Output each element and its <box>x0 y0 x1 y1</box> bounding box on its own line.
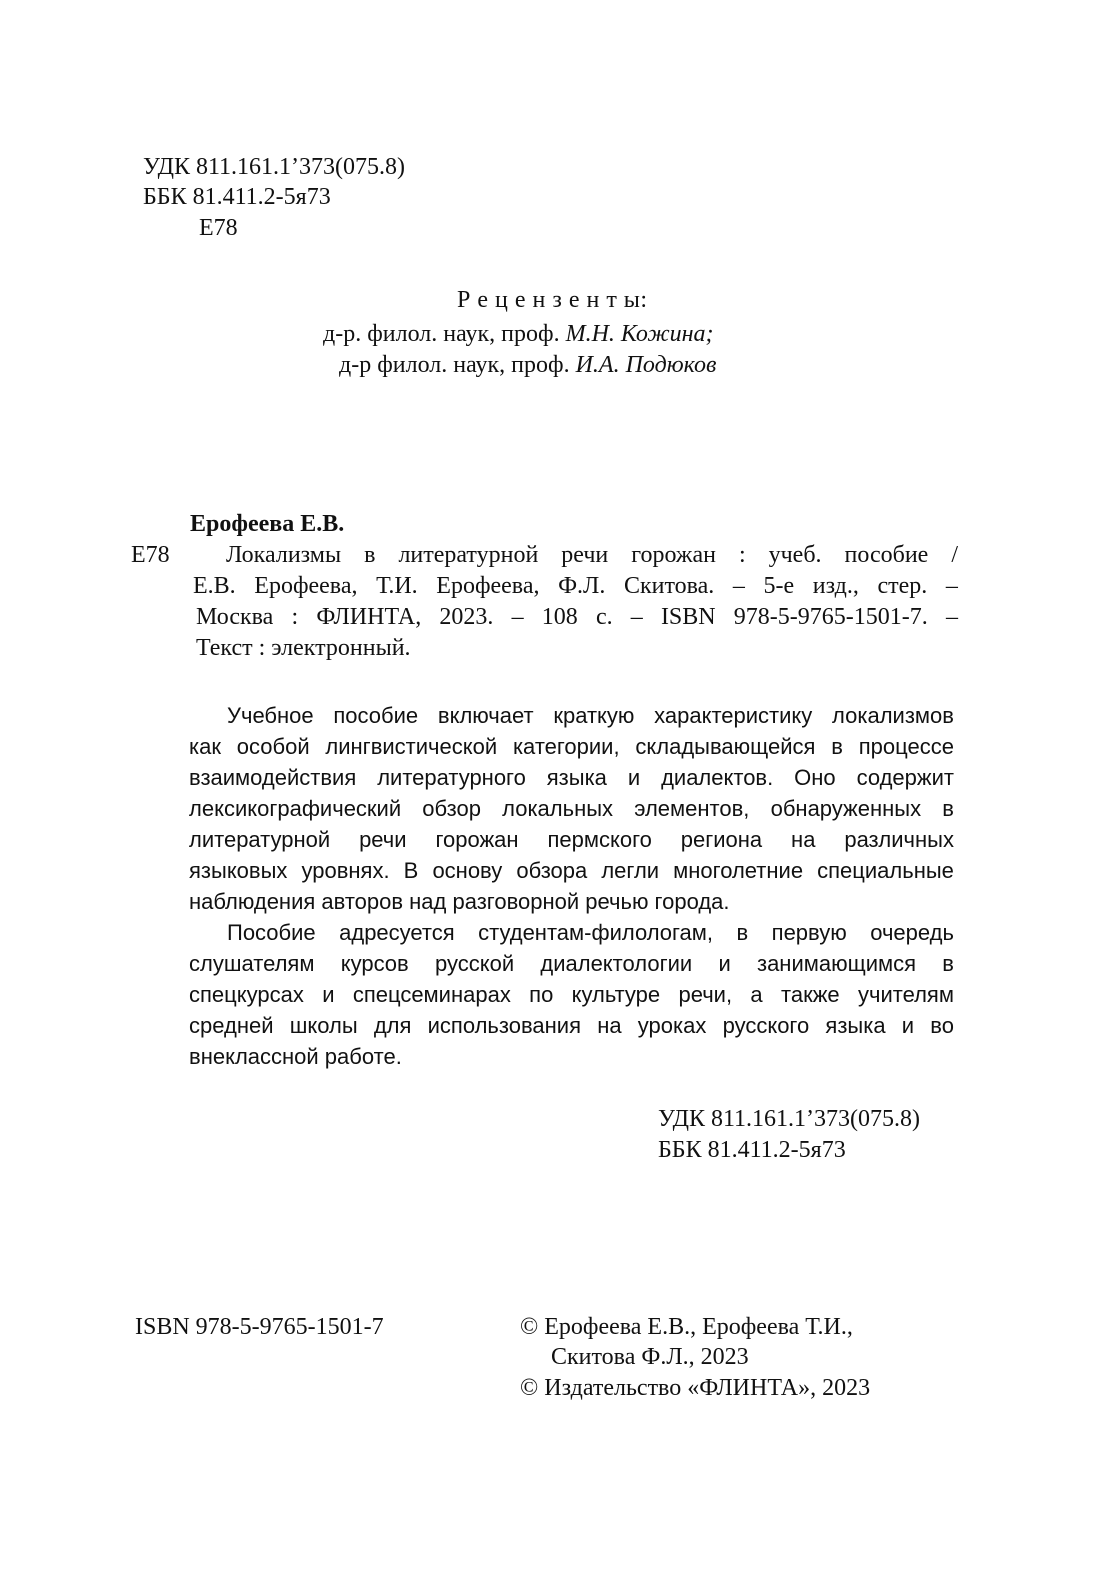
word: Локализмы <box>226 542 342 568</box>
word: Ерофеева, <box>436 573 540 599</box>
word: диалектологии <box>540 951 693 976</box>
annotation-p1-line-3 <box>189 762 954 793</box>
word: изд., <box>812 573 859 599</box>
word: в <box>942 951 954 976</box>
word: В <box>403 858 419 883</box>
word: обзор <box>422 796 481 821</box>
reviewer-1-name: М.Н. Кожина; <box>565 321 714 347</box>
word: Т.И. <box>376 573 418 599</box>
word: различных <box>844 827 954 852</box>
word: спецкурсах <box>189 982 304 1007</box>
word: легли <box>601 858 660 883</box>
word: и <box>322 982 335 1007</box>
word: речи, <box>678 982 733 1007</box>
author-sign-top: Е78 <box>199 215 238 241</box>
word: краткую <box>553 703 635 728</box>
word: уроках <box>637 1013 707 1038</box>
isbn: ISBN 978-5-9765-1501-7 <box>135 1314 384 1340</box>
word: содержит <box>856 765 954 790</box>
annotation-p2-line-5: внеклассной работе. <box>189 1044 402 1069</box>
word: речи <box>561 542 609 568</box>
word: – <box>732 573 745 599</box>
udk-top: УДК 811.161.1’373(075.8) <box>143 154 406 180</box>
word: а <box>750 982 763 1007</box>
word: Ерофеева, <box>254 573 358 599</box>
word: в <box>942 796 954 821</box>
word: ISBN <box>660 604 716 630</box>
word: : <box>291 604 299 630</box>
word: языковых <box>189 858 288 883</box>
word: региона <box>680 827 763 852</box>
word: локальных <box>502 796 614 821</box>
word: Москва <box>196 604 274 630</box>
copyright-line-2: Скитова Ф.Л., 2023 <box>551 1344 749 1370</box>
word: студентам-филологам, <box>478 920 714 945</box>
word: литературной <box>398 542 539 568</box>
word: лингвистической <box>325 734 498 759</box>
word: диалектов. <box>661 765 774 790</box>
word: 978-5-9765-1501-7. <box>733 604 928 630</box>
word: обнаруженных <box>770 796 922 821</box>
word: культуре <box>571 982 661 1007</box>
reviewer-1 <box>323 319 714 349</box>
word: : <box>738 542 746 568</box>
copyright-line-3: © Издательство «ФЛИНТА», 2023 <box>520 1375 871 1401</box>
word: – <box>630 604 643 630</box>
word: обзора <box>516 858 588 883</box>
word: лексикографический <box>189 796 402 821</box>
record-line-3 <box>196 602 958 632</box>
word: слушателям <box>189 951 315 976</box>
word: и <box>627 765 641 790</box>
annotation-p1-line-5 <box>189 824 954 855</box>
word: русской <box>434 951 515 976</box>
word: специальные <box>817 858 954 883</box>
word: для <box>373 1013 412 1038</box>
word: первую <box>771 920 847 945</box>
bbk-top: ББК 81.411.2-5я73 <box>143 184 331 210</box>
word: складывающейся <box>635 734 816 759</box>
word: адресуется <box>339 920 455 945</box>
annotation-p1-line-4 <box>189 793 954 824</box>
word: в <box>831 734 843 759</box>
word: литературной <box>189 827 331 852</box>
word: в <box>364 542 376 568</box>
word: характеристику <box>654 703 813 728</box>
word: элементов, <box>634 796 750 821</box>
word: Ф.Л. <box>558 573 606 599</box>
record-line-2 <box>193 571 958 601</box>
annotation-p1-line-1 <box>227 700 954 731</box>
word: многолетние <box>673 858 804 883</box>
word: Скитова. <box>623 573 715 599</box>
word: особой <box>236 734 310 759</box>
word: 108 <box>541 604 578 630</box>
record-author: Ерофеева Е.В. <box>190 511 345 537</box>
annotation-p2-line-4 <box>189 1010 954 1041</box>
word: – <box>945 573 958 599</box>
word: уровнях. <box>301 858 390 883</box>
word: как <box>189 734 221 759</box>
word: учителям <box>857 982 954 1007</box>
word: локализмов <box>832 703 954 728</box>
word: Е.В. <box>193 573 236 599</box>
reviewer-1-title: д-р. филол. наук, проф. <box>323 321 560 347</box>
word: 2023. <box>439 604 494 630</box>
word: 5-е <box>763 573 795 599</box>
word: в <box>736 920 749 945</box>
word: и <box>901 1013 915 1038</box>
word: также <box>781 982 840 1007</box>
reviewer-2 <box>339 350 716 380</box>
word: стер. <box>877 573 928 599</box>
word: на <box>597 1013 622 1038</box>
word: Оно <box>794 765 836 790</box>
word: языка <box>825 1013 886 1038</box>
reviewers-heading: Р е ц е н з е н т ы: <box>457 287 648 313</box>
word: по <box>529 982 554 1007</box>
word: включает <box>437 703 534 728</box>
reviewer-2-title: д-р филол. наук, проф. <box>339 352 570 378</box>
word: литературного <box>377 765 526 790</box>
word: очередь <box>870 920 954 945</box>
word: использования <box>427 1013 581 1038</box>
annotation-p2-line-2 <box>189 948 954 979</box>
word: спецсеминарах <box>352 982 511 1007</box>
copyright-line-1: © Ерофеева Е.В., Ерофеева Т.И., <box>520 1314 853 1340</box>
word: речи <box>359 827 407 852</box>
word: горожан <box>631 542 716 568</box>
word: категории, <box>512 734 620 759</box>
word: курсов <box>340 951 409 976</box>
annotation-p1-line-6 <box>189 855 954 886</box>
word: пособие <box>844 542 929 568</box>
word: пособие <box>333 703 419 728</box>
annotation-p1-line-7: наблюдения авторов над разговорной речью города. <box>189 889 730 914</box>
word: Учебное <box>227 703 314 728</box>
word: горожан <box>435 827 519 852</box>
udk-bottom: УДК 811.161.1’373(075.8) <box>658 1106 921 1132</box>
word: основу <box>432 858 503 883</box>
annotation-p2-line-3 <box>189 979 954 1010</box>
word: средней <box>189 1013 274 1038</box>
record-line-4: Текст : электронный. <box>196 635 411 661</box>
word: процессе <box>858 734 954 759</box>
word: – <box>945 604 958 630</box>
word: языка <box>546 765 607 790</box>
word: школы <box>289 1013 358 1038</box>
word: пермского <box>547 827 652 852</box>
word: русского <box>722 1013 810 1038</box>
annotation-p2-line-1 <box>227 917 954 948</box>
word: взаимодействия <box>189 765 357 790</box>
bbk-bottom: ББК 81.411.2-5я73 <box>658 1137 846 1163</box>
word: во <box>930 1013 954 1038</box>
word: ФЛИНТА, <box>316 604 422 630</box>
annotation-p1-line-2 <box>189 731 954 762</box>
word: – <box>511 604 524 630</box>
word: на <box>791 827 816 852</box>
word: и <box>718 951 731 976</box>
word: Пособие <box>227 920 316 945</box>
word: / <box>951 542 958 568</box>
word: с. <box>595 604 613 630</box>
reviewer-2-name: И.А. Подюков <box>575 352 717 378</box>
record-line-1 <box>226 540 958 570</box>
word: учеб. <box>768 542 822 568</box>
record-author-sign: Е78 <box>131 542 170 568</box>
word: занимающимся <box>756 951 917 976</box>
